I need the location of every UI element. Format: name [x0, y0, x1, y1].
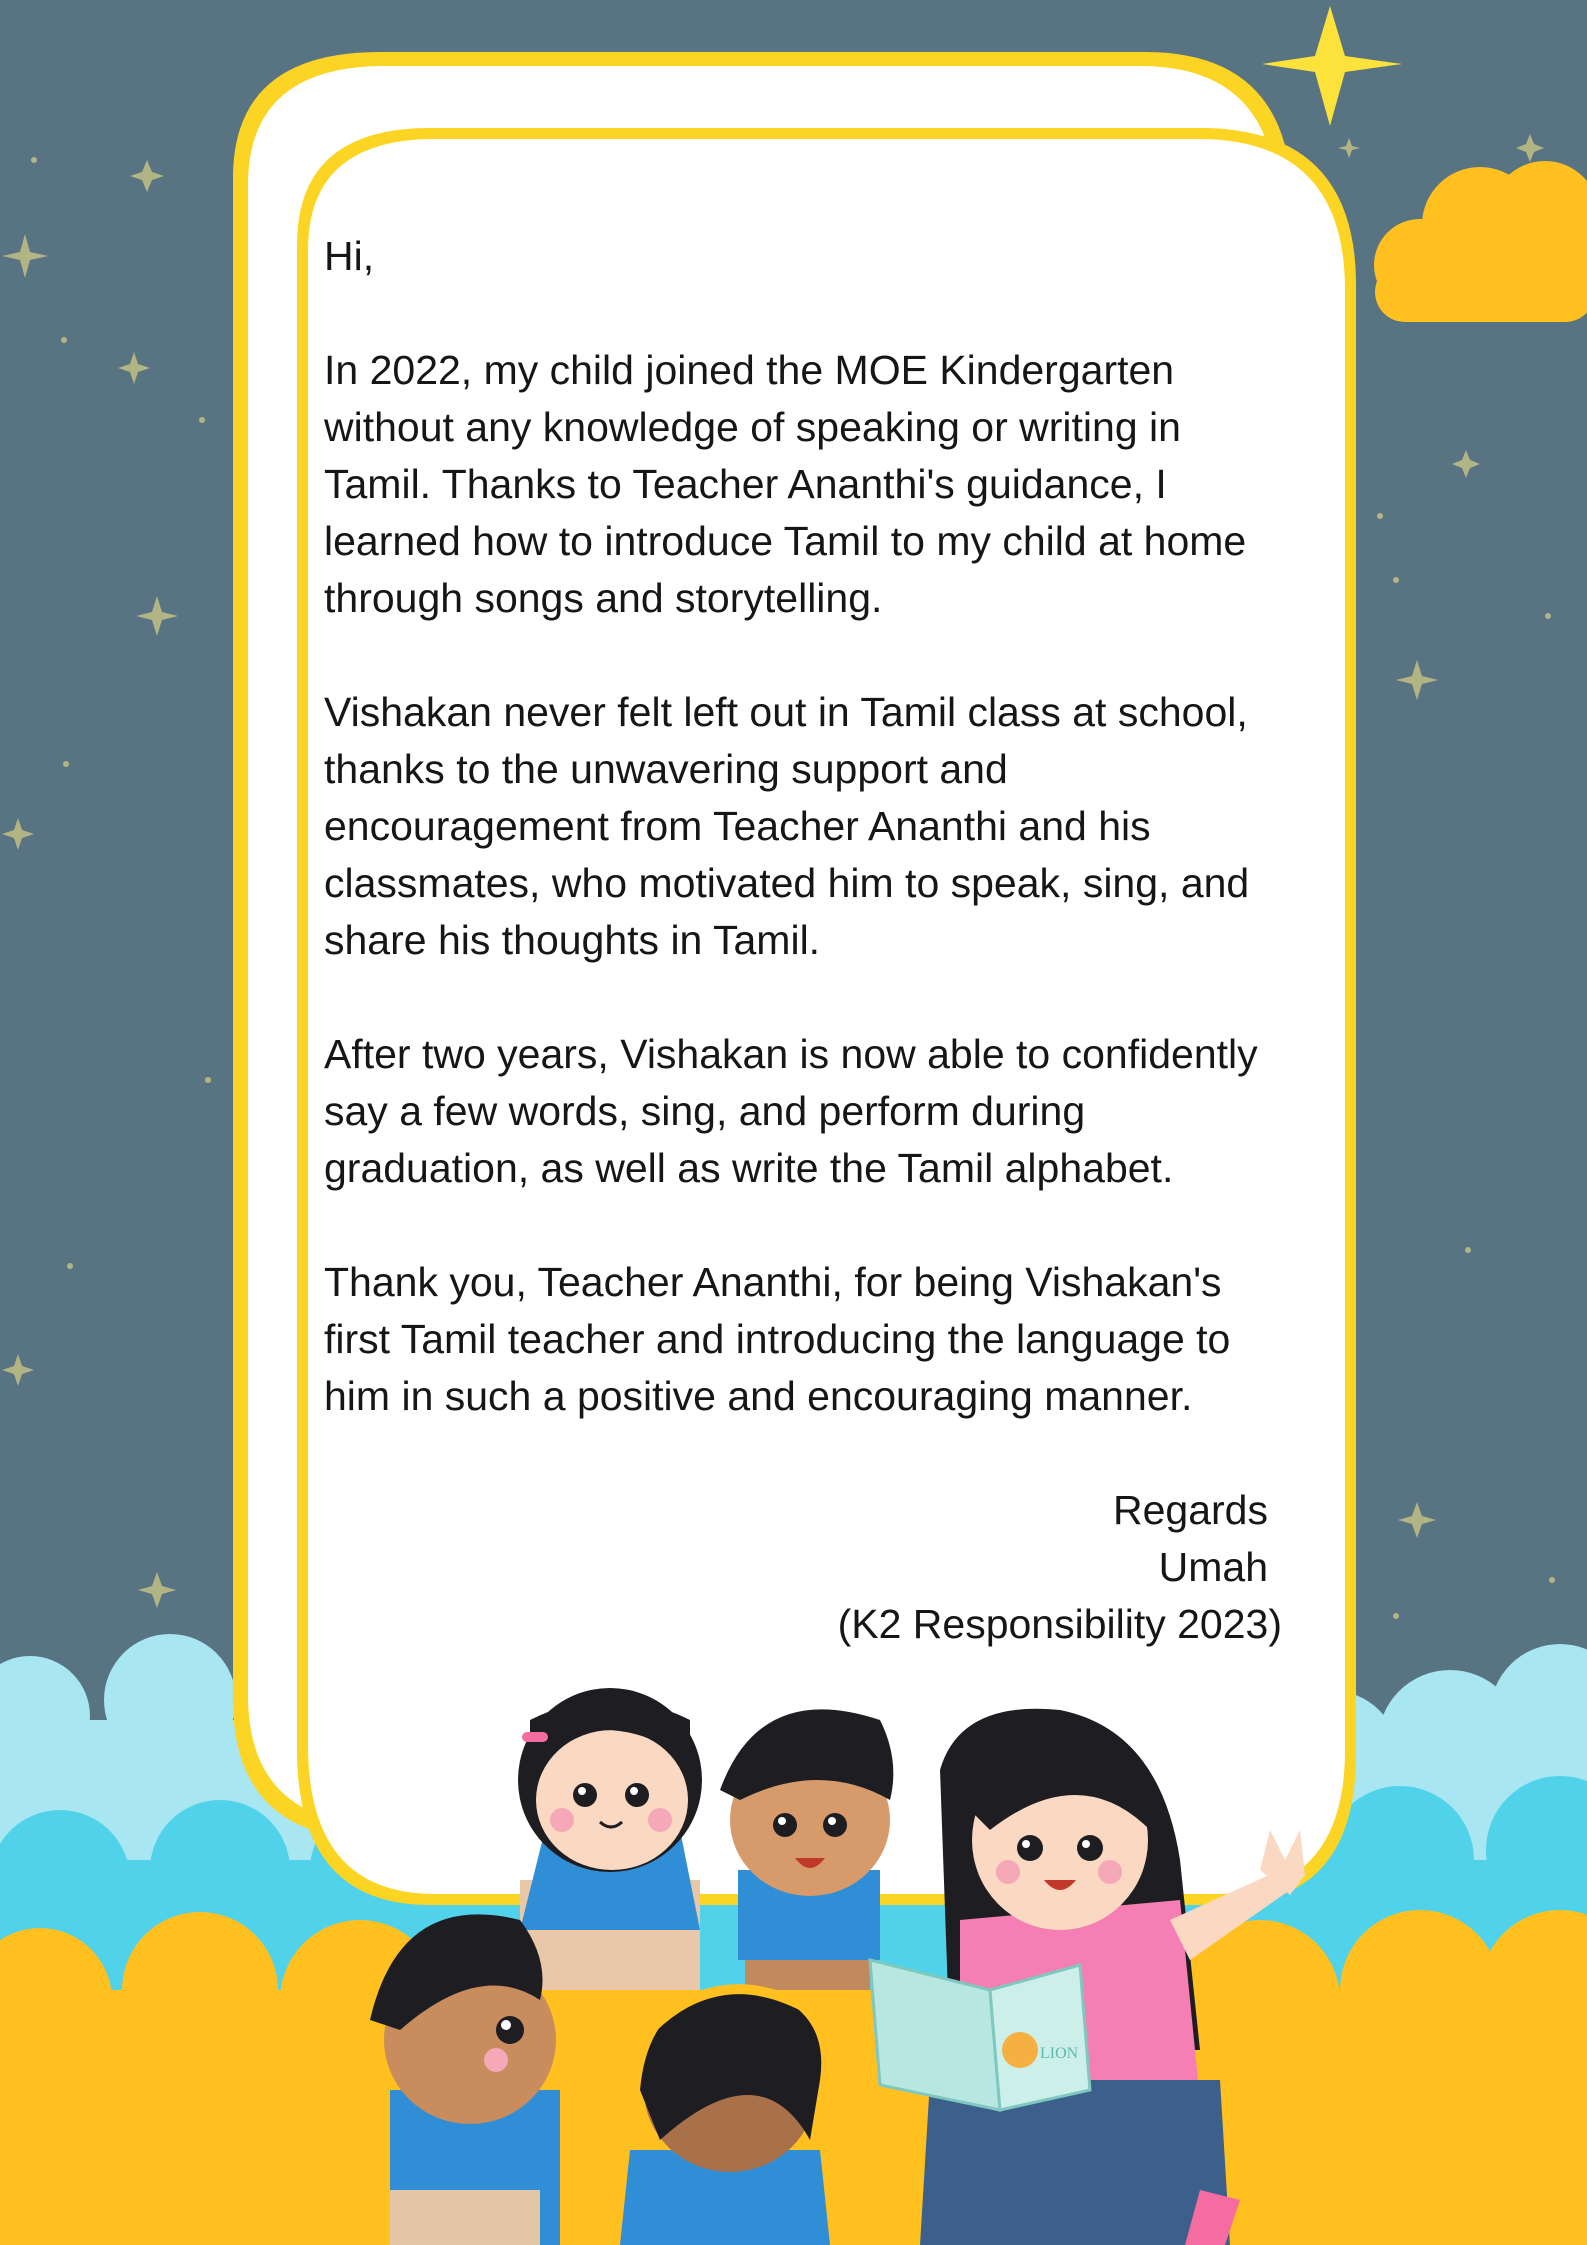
star-icon [1338, 138, 1360, 158]
boy-figure [720, 1709, 893, 1990]
star-icon [1396, 660, 1438, 700]
girl-front-figure [620, 1989, 830, 2245]
boy-left-figure [370, 1914, 560, 2245]
book-label: LION [1040, 2045, 1079, 2062]
letter-paragraph-2: Vishakan never felt left out in Tamil class at school, thanks to the unwavering support and encouragement from Teacher Ananthi and his classmates, who motivated him to speak, sing, and share his thoughts in Tamil. [324, 689, 1250, 963]
star-icon [2, 234, 48, 278]
letter-body [324, 228, 1282, 1653]
star-icon [138, 1572, 176, 1608]
letter-signoff [324, 1482, 1282, 1653]
star-icon [2, 1354, 34, 1386]
star-icon [136, 596, 178, 636]
signature-name: Umah [1158, 1544, 1268, 1590]
closing-text: Regards [1113, 1487, 1268, 1533]
letter-paragraph-3: After two years, Vishakan is now able to confidently say a few words, sing, and perform during graduation, as well as write the Tamil alphabet. [324, 1031, 1258, 1191]
letter-greeting: Hi, [324, 233, 375, 279]
star-icon [1262, 6, 1402, 126]
letter-paragraph-1: In 2022, my child joined the MOE Kindergarten without any knowledge of speaking or writing in Tamil. Thanks to Teacher Ananthi's guidance, I learned how to introduce Tamil to my child at home through songs and storytelling. [324, 347, 1247, 621]
star-icon [2, 818, 34, 850]
letter-paragraph-4: Thank you, Teacher Ananthi, for being Vishakan's first Tamil teacher and introducing the language to him in such a positive and encouraging manner. [324, 1259, 1231, 1419]
star-icon [1516, 134, 1544, 162]
star-icon [118, 352, 150, 384]
girl-figure [518, 1688, 702, 1990]
signature-note: (K2 Responsibility 2023) [837, 1601, 1282, 1647]
star-icon [1452, 450, 1480, 478]
star-icon [1398, 1502, 1436, 1538]
star-icon [130, 160, 164, 192]
yellow-cloud [1374, 161, 1587, 322]
